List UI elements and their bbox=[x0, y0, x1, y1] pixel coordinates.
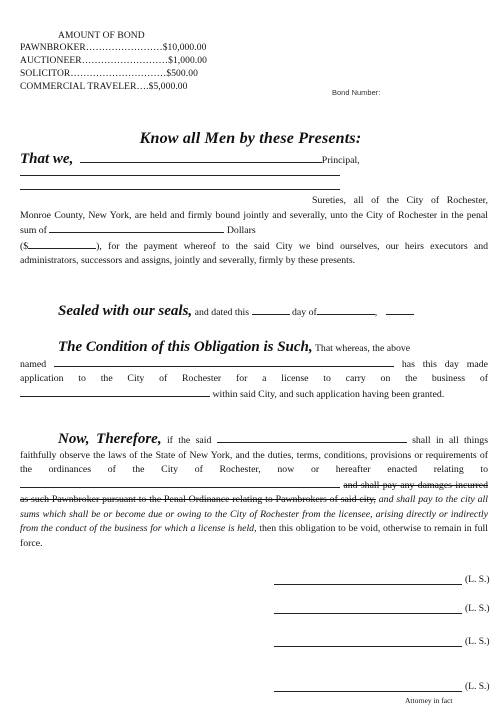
fee-row: SOLICITOR…………………………$500.00 bbox=[20, 69, 198, 79]
therefore-section: Now, Therefore, if the said shall in all things faithfully observe the laws of the State of New York, and the duties, terms, conditions, provisions or requirements of the ordinances of the City of Rochester, now or hereafter enacted relating to and shall pay any damages incurred as such Pawnbroker pursuant to the Penal Ordinance relating to Pawnbrokers of said city, and shall pay to the city all sums which shall be or become due or owing to the City of Rochester from the licensee, arising directly or indirectly from the conduct of the business for which a license is held, then this obligation to be void, otherwise to remain in full force. bbox=[20, 431, 489, 549]
intro-lead: That we, bbox=[20, 151, 74, 167]
bond-number-label: Bond Number: bbox=[332, 88, 381, 97]
signature-row-2: (L. S.) bbox=[274, 604, 494, 618]
signature-row-3: (L. S.) bbox=[274, 637, 494, 651]
penal-sum-line[interactable] bbox=[49, 223, 224, 233]
dated-year-line[interactable] bbox=[386, 305, 414, 315]
signature-row-4: (L. S.) bbox=[274, 682, 494, 696]
sealed-section: Sealed with our seals, and dated this day of , bbox=[20, 304, 488, 321]
fee-row: PAWNBROKER……………………$10,000.00 bbox=[20, 43, 207, 53]
document-heading: Know all Men by these Presents: bbox=[139, 130, 362, 147]
fee-row: AUCTIONEER………………………$1,000.00 bbox=[20, 56, 208, 66]
signature-row-1: (L. S.) bbox=[274, 575, 494, 589]
fee-table-title: AMOUNT OF BOND bbox=[58, 31, 145, 41]
amount-figure-line[interactable] bbox=[28, 239, 96, 249]
intro-section bbox=[20, 152, 488, 269]
licensee-name-line[interactable] bbox=[54, 357, 394, 367]
dated-day-line[interactable] bbox=[252, 305, 290, 315]
payment-clause: and shall pay to the city all sums which shall be or become due or owing to the City of Rochester from the licensee, arising directly or indirectly from the conduct of the business for which a license is held, bbox=[20, 494, 488, 534]
signature-line[interactable] bbox=[274, 646, 462, 647]
fee-row: COMMERCIAL TRAVELER….$5,000.00 bbox=[20, 82, 188, 92]
signature-line[interactable] bbox=[274, 613, 462, 614]
amount-paragraph: ($ ), for the payment whereof to the said City we bind ourselves, our heirs executors and administrators, successors and assigns, jointly and severally, firmly by these presents. bbox=[20, 240, 488, 266]
principal-line[interactable] bbox=[80, 153, 322, 163]
condition-section: The Condition of this Obligation is Such, That whereas, the above named has this day made application to the City of Rochester for a license to carry on the business of within said City, and such application having been granted. bbox=[20, 339, 488, 400]
signature-line[interactable] bbox=[274, 584, 462, 585]
principal-extra-line[interactable] bbox=[20, 175, 340, 176]
surety-line[interactable] bbox=[20, 189, 340, 190]
principal-label: Principal, bbox=[321, 155, 360, 166]
relating-line[interactable] bbox=[20, 478, 340, 488]
dated-month-line[interactable] bbox=[317, 305, 375, 315]
said-party-line[interactable] bbox=[217, 433, 407, 443]
struck-clause: and shall pay any damages incurred as such Pawnbroker pursuant to the Penal Ordinance relating to Pawnbrokers of said city, bbox=[20, 479, 488, 505]
attorney-in-fact-label: Attorney in fact bbox=[405, 696, 453, 705]
sureties-paragraph: Sureties, all of the City of Rochester, Monroe County, New York, are held and firmly bound jointly and severally, unto the City of Rochester in the penal sum of Dollars bbox=[20, 195, 488, 236]
business-line[interactable] bbox=[20, 387, 210, 397]
signature-line[interactable] bbox=[274, 691, 462, 692]
fee-table bbox=[20, 42, 207, 94]
